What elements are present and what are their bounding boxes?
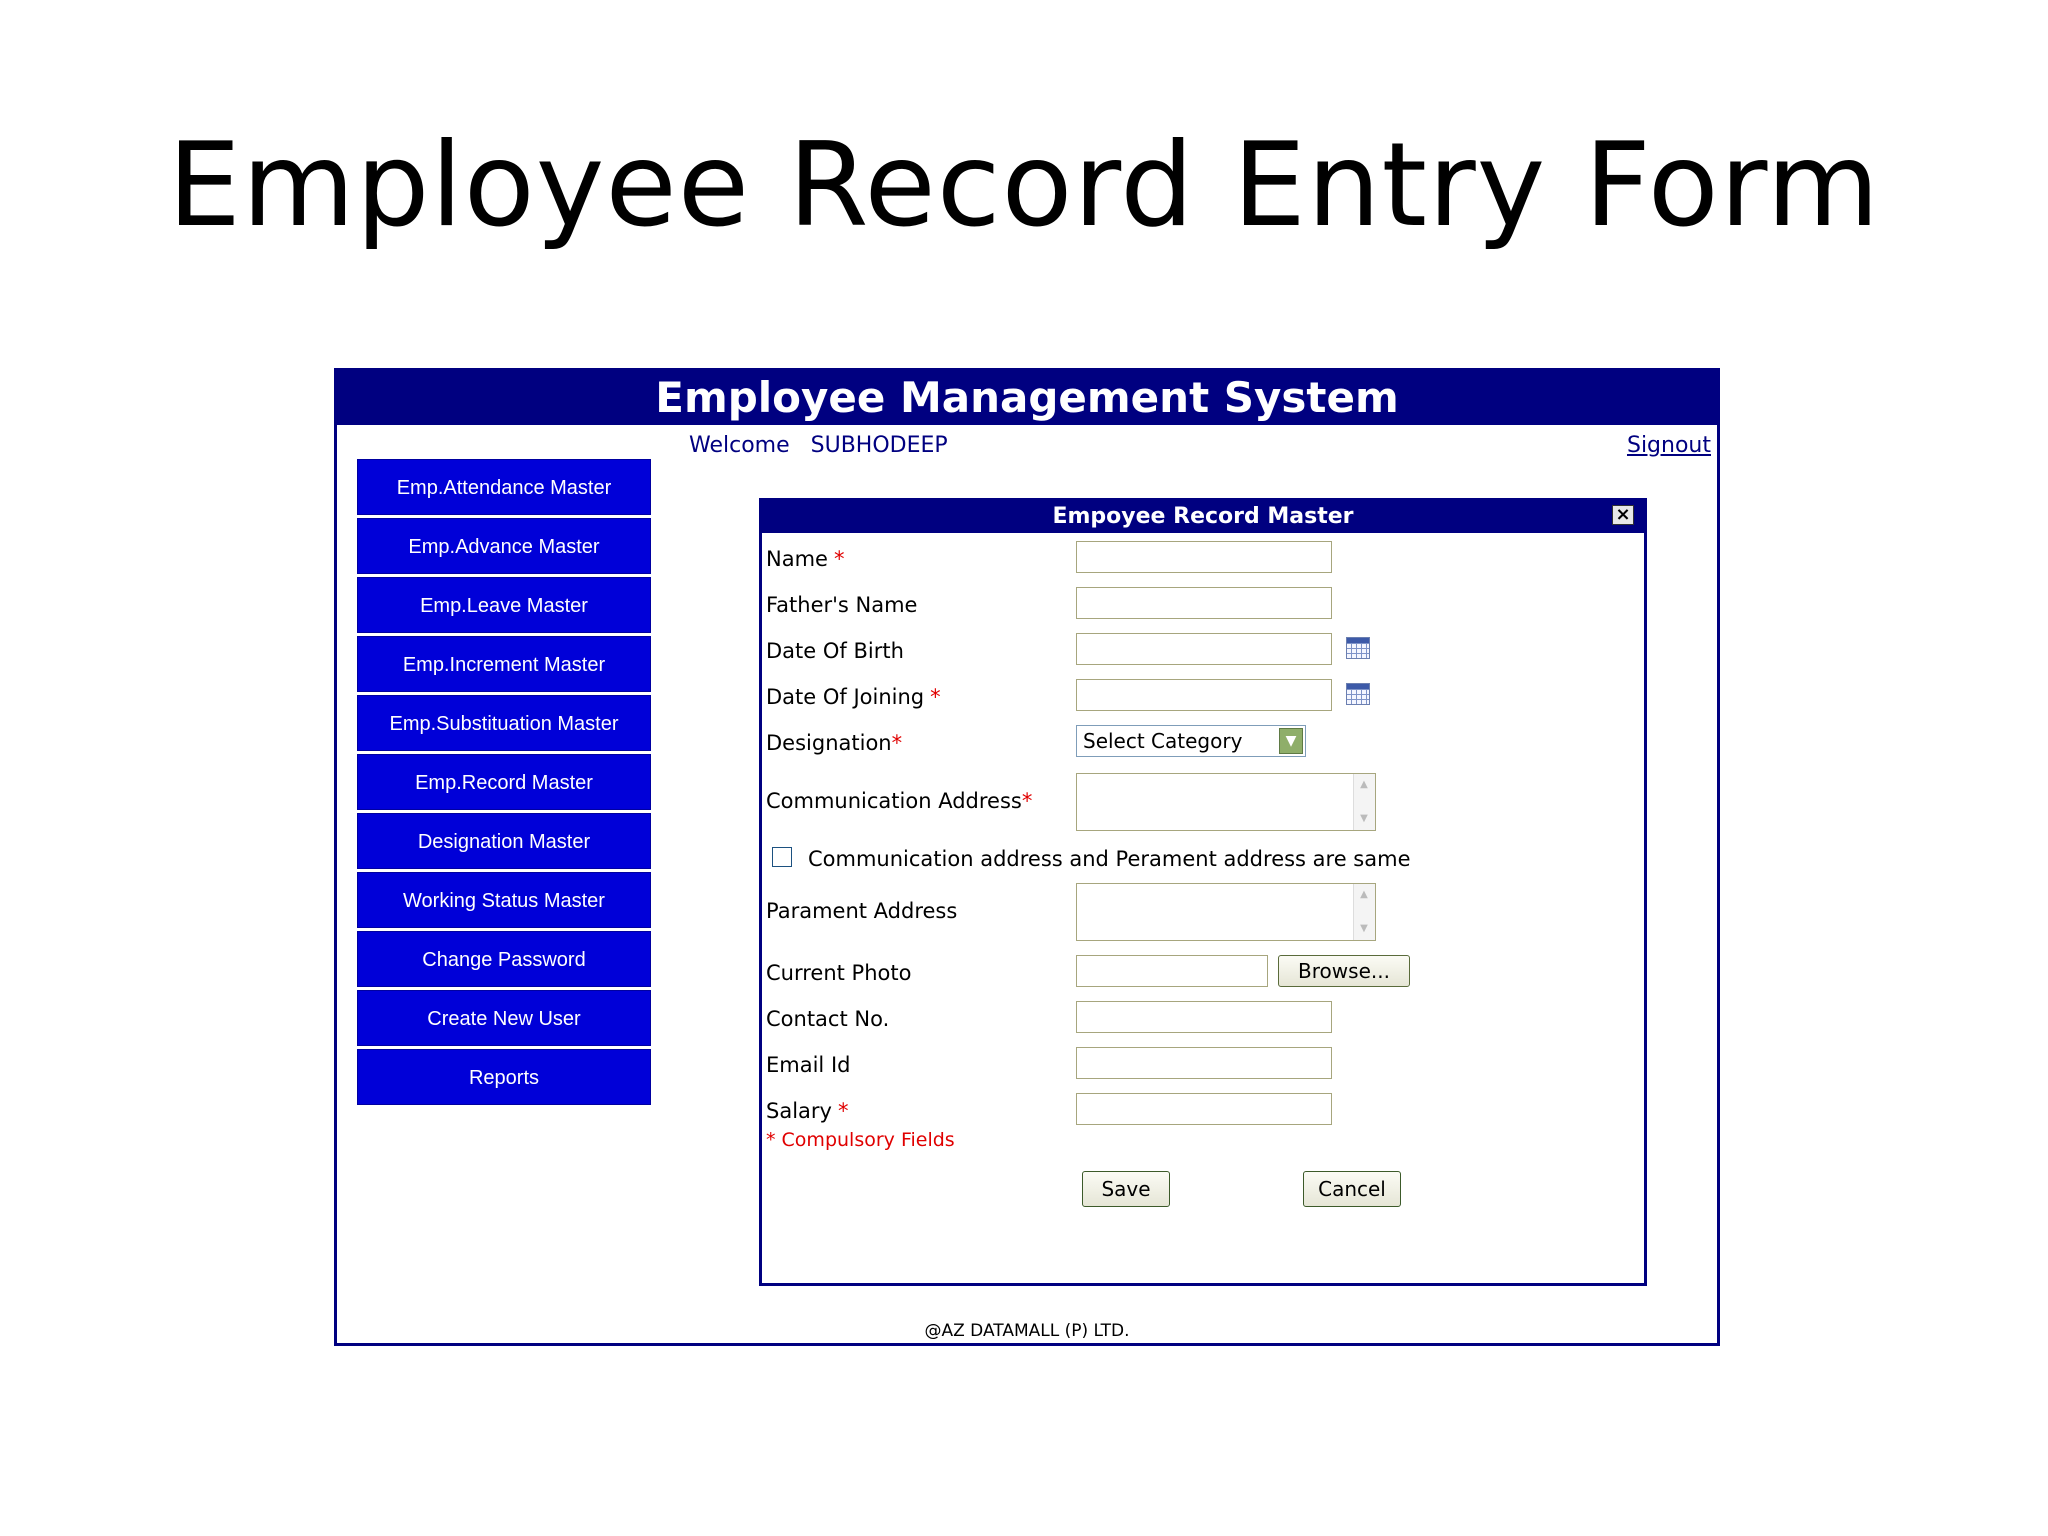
scroll-up-icon[interactable]: ▲ bbox=[1360, 779, 1368, 790]
father-name-input[interactable] bbox=[1076, 587, 1332, 619]
photo-label: Current Photo bbox=[766, 961, 912, 985]
calendar-icon[interactable] bbox=[1346, 637, 1370, 659]
sidebar-item-change-password[interactable]: Change Password bbox=[357, 931, 651, 987]
scroll-up-icon[interactable]: ▲ bbox=[1360, 889, 1368, 900]
row-doj bbox=[766, 677, 1636, 717]
cancel-button[interactable]: Cancel bbox=[1303, 1171, 1401, 1207]
row-photo bbox=[766, 953, 1636, 993]
sidebar-item-advance[interactable]: Emp.Advance Master bbox=[357, 518, 651, 574]
scrollbar[interactable] bbox=[1353, 884, 1375, 940]
salary-input[interactable] bbox=[1076, 1093, 1332, 1125]
comm-address-label: Communication Address* bbox=[766, 789, 1033, 813]
row-comm-address bbox=[766, 773, 1636, 835]
sidebar-item-increment[interactable]: Emp.Increment Master bbox=[357, 636, 651, 692]
welcome-bar bbox=[689, 433, 962, 458]
row-name bbox=[766, 539, 1636, 579]
row-designation bbox=[766, 723, 1636, 763]
scroll-down-icon[interactable]: ▼ bbox=[1360, 923, 1368, 934]
app-header-title: Employee Management System bbox=[337, 371, 1717, 425]
perm-address-label: Parament Address bbox=[766, 899, 958, 923]
sidebar-item-attendance[interactable]: Emp.Attendance Master bbox=[357, 459, 651, 515]
doj-input[interactable] bbox=[1076, 679, 1332, 711]
slide-title: Employee Record Entry Form bbox=[167, 118, 1881, 253]
sidebar-item-leave[interactable]: Emp.Leave Master bbox=[357, 577, 651, 633]
email-label: Email Id bbox=[766, 1053, 851, 1077]
compulsory-note: * Compulsory Fields bbox=[766, 1129, 955, 1151]
employee-record-dialog bbox=[759, 498, 1647, 1286]
row-dob bbox=[766, 631, 1636, 671]
row-perm-address bbox=[766, 883, 1636, 945]
salary-label: Salary * bbox=[766, 1099, 849, 1123]
designation-selected-value: Select Category bbox=[1083, 729, 1243, 753]
contact-label: Contact No. bbox=[766, 1007, 890, 1031]
row-email bbox=[766, 1045, 1636, 1085]
sidebar-item-working-status[interactable]: Working Status Master bbox=[357, 872, 651, 928]
sidebar-item-create-user[interactable]: Create New User bbox=[357, 990, 651, 1046]
dialog-title: Empoyee Record Master bbox=[762, 501, 1644, 533]
dob-input[interactable] bbox=[1076, 633, 1332, 665]
contact-input[interactable] bbox=[1076, 1001, 1332, 1033]
row-salary bbox=[766, 1091, 1636, 1131]
father-name-label: Father's Name bbox=[766, 593, 918, 617]
row-same-address bbox=[766, 839, 1636, 879]
row-contact bbox=[766, 999, 1636, 1039]
save-button[interactable]: Save bbox=[1082, 1171, 1170, 1207]
username: SUBHODEEP bbox=[810, 433, 948, 458]
sidebar-item-substitution[interactable]: Emp.Substituation Master bbox=[357, 695, 651, 751]
sidebar-item-reports[interactable]: Reports bbox=[357, 1049, 651, 1105]
browse-button[interactable]: Browse... bbox=[1278, 955, 1410, 987]
scrollbar[interactable] bbox=[1353, 774, 1375, 830]
footer-copyright: @AZ DATAMALL (P) LTD. bbox=[924, 1321, 1130, 1341]
app-window bbox=[334, 368, 1720, 1346]
sidebar-item-record[interactable]: Emp.Record Master bbox=[357, 754, 651, 810]
chevron-down-icon[interactable]: ▼ bbox=[1279, 728, 1303, 754]
designation-select[interactable] bbox=[1076, 725, 1306, 757]
doj-label: Date Of Joining * bbox=[766, 685, 941, 709]
calendar-icon[interactable] bbox=[1346, 683, 1370, 705]
row-father-name bbox=[766, 585, 1636, 625]
photo-file-input[interactable] bbox=[1076, 955, 1268, 987]
dob-label: Date Of Birth bbox=[766, 639, 904, 663]
designation-label: Designation* bbox=[766, 731, 903, 755]
name-label: Name * bbox=[766, 547, 845, 571]
close-icon[interactable]: × bbox=[1612, 505, 1634, 525]
signout-link[interactable]: Signout bbox=[1626, 433, 1711, 458]
sidebar-item-designation[interactable]: Designation Master bbox=[357, 813, 651, 869]
comm-address-textarea[interactable] bbox=[1076, 773, 1376, 831]
scroll-down-icon[interactable]: ▼ bbox=[1360, 813, 1368, 824]
welcome-label: Welcome bbox=[689, 433, 790, 458]
email-input[interactable] bbox=[1076, 1047, 1332, 1079]
same-address-label: Communication address and Perament address are same bbox=[808, 847, 1411, 871]
same-address-checkbox[interactable] bbox=[772, 847, 792, 867]
perm-address-textarea[interactable] bbox=[1076, 883, 1376, 941]
name-input[interactable] bbox=[1076, 541, 1332, 573]
sidebar bbox=[357, 459, 651, 1108]
